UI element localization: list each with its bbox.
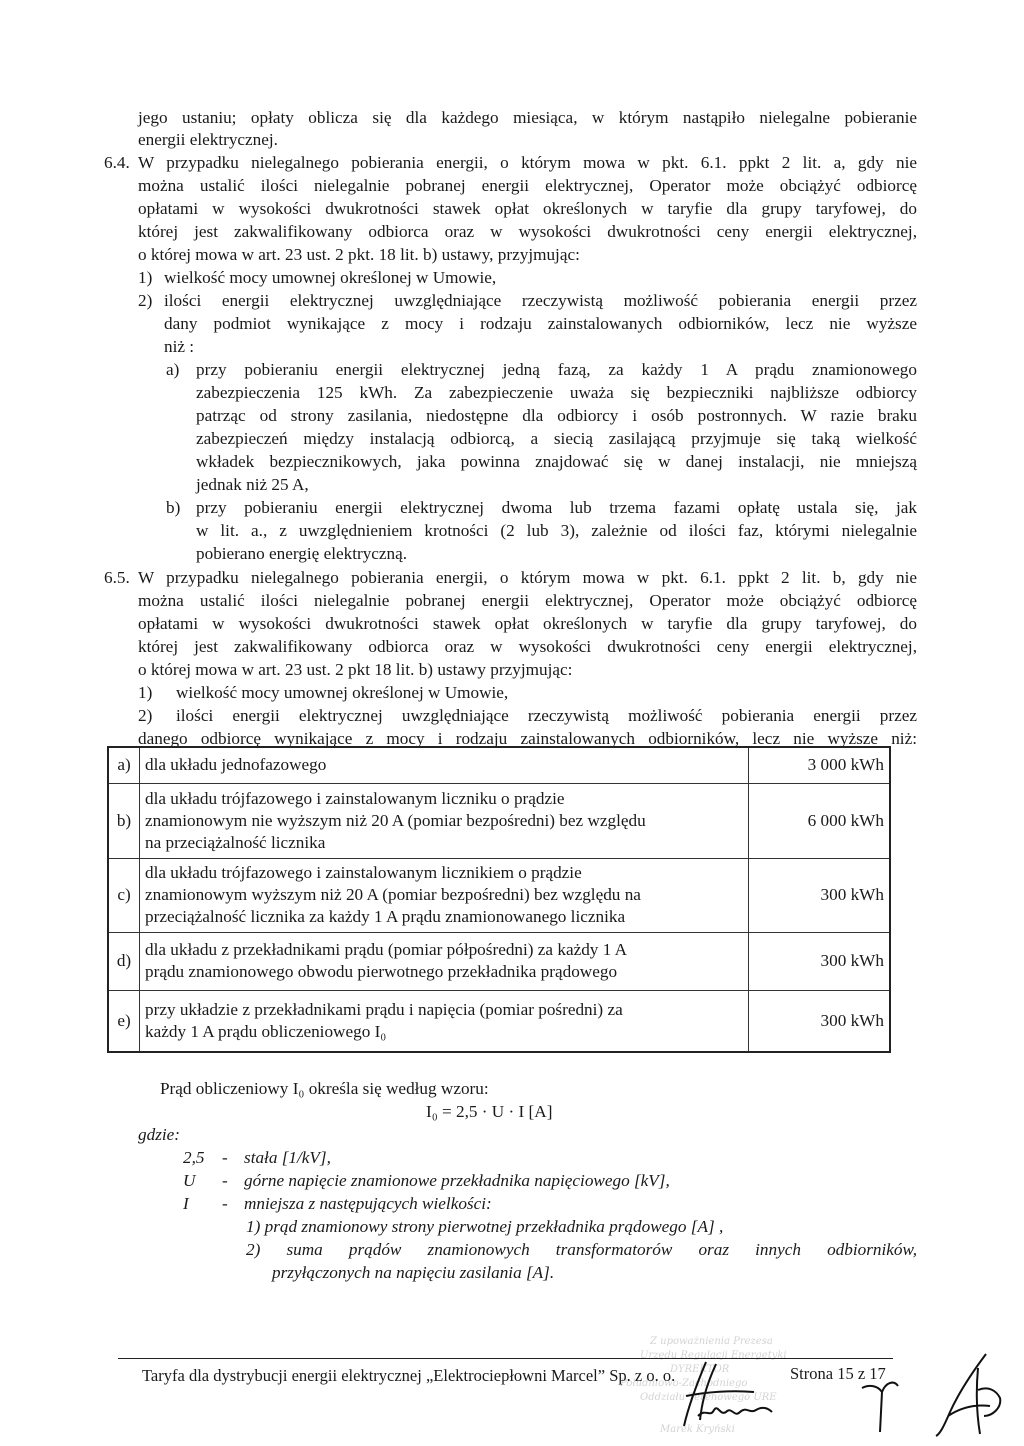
- row-value: 300 kWh: [749, 990, 891, 1052]
- formula-where: gdzie:: [138, 1125, 181, 1144]
- def-symbol: U: [183, 1171, 196, 1190]
- tariff-table: [107, 746, 891, 1053]
- section-number-6-5: 6.5.: [104, 568, 130, 587]
- row-letter: c): [108, 858, 140, 932]
- p64-item-number: 2): [138, 291, 153, 310]
- p64-line: opłatami w wysokości dwukrotności stawek opłat określonych w taryfie dla grupy taryfowej, do: [138, 199, 917, 218]
- p65-item-number: 2): [138, 706, 153, 725]
- svg-text:Z upoważnienia Prezesa: Z upoważnienia Prezesa: [650, 1336, 773, 1347]
- section-number-6-4: 6.4.: [104, 153, 130, 172]
- initials-signature: [856, 1376, 904, 1436]
- svg-text:Marek Kryński: Marek Kryński: [660, 1424, 735, 1435]
- p64-sub-a-line: zabezpieczeń między instalacją odbiorcą, a siecią zasilającą przyjmuje się taką wielkość: [196, 429, 917, 448]
- def-symbol: 2,5: [183, 1148, 205, 1167]
- row-letter: b): [108, 783, 140, 858]
- p65-line: opłatami w wysokości dwukrotności stawek opłat określonych w taryfie dla grupy taryfowej, do: [138, 614, 917, 633]
- table-row: [108, 858, 890, 932]
- p64-line: której jest zakwalifikowany odbiorca oraz w wysokości dwukrotności ceny energii elektrycznej,: [138, 222, 917, 241]
- row-description: dla układu trójfazowego i zainstalowanym licznikiem o prądzie znamionowym wyższym niż 20 A (pomiar bezpośredni) bez względu na przeciążalność licznika za każdy 1 A prądu znamionowanego licznika: [140, 858, 749, 932]
- p64-line: o której mowa w art. 23 ust. 2 pkt. 18 lit. b) ustawy, przyjmując:: [138, 245, 580, 264]
- p64-line: W przypadku nielegalnego pobierania energii, o którym mowa w pkt. 6.1. ppkt 2 lit. a, gdy nie: [138, 153, 917, 172]
- signature-2: [930, 1350, 1010, 1440]
- page-number: Strona 15 z 17: [790, 1364, 886, 1383]
- p64-item-1: wielkość mocy umownej określonej w Umowie,: [164, 268, 497, 287]
- p65-line: można ustalić ilości nielegalnie pobranej energii elektrycznej, Operator może obciążyć odbiorcę: [138, 591, 917, 610]
- intro-line: jego ustaniu; opłaty oblicza się dla każdego miesiąca, w którym nastąpiło nielegalne pobieranie: [138, 108, 917, 127]
- row-letter: d): [108, 932, 140, 990]
- table-row: [108, 747, 890, 783]
- row-letter: a): [108, 747, 140, 783]
- p64-item-number: 1): [138, 268, 153, 287]
- row-letter: e): [108, 990, 140, 1052]
- p65-line: o której mowa w art. 23 ust. 2 pkt 18 lit. b) ustawy przyjmując:: [138, 660, 573, 679]
- row-value: 6 000 kWh: [749, 783, 891, 858]
- p64-line: można ustalić ilości nielegalnie pobranej energii elektrycznej, Operator może obciążyć odbiorcę: [138, 176, 917, 195]
- p65-line: której jest zakwalifikowany odbiorca oraz w wysokości dwukrotności ceny energii elektrycznej,: [138, 637, 917, 656]
- p64-sub-a-label: a): [166, 360, 180, 379]
- def-dash: -: [222, 1171, 228, 1190]
- svg-text:Urzędu Regulacji Energetyki: Urzędu Regulacji Energetyki: [640, 1350, 787, 1361]
- p65-item-1: wielkość mocy umownej określonej w Umowie,: [176, 683, 509, 702]
- formula-equation: I₀ = 2,5 · U · I [A]: [426, 1102, 553, 1121]
- p65-item-2-line: danego odbiorcę wynikające z mocy i rodzaju zainstalowanych odbiorników, lecz nie wyższe niż:: [138, 729, 917, 748]
- p64-item-2-line: niż :: [164, 337, 195, 356]
- formula-sub-2-line: przyłączonych na napięciu zasilania [A].: [272, 1263, 555, 1282]
- row-value: 300 kWh: [749, 858, 891, 932]
- row-description: dla układu z przekładnikami prądu (pomiar półpośredni) za każdy 1 A prądu znamionowego obwodu pierwotnego przekładnika prądowego: [140, 932, 749, 990]
- p64-sub-a-line: zabezpieczenia 125 kWh. Za zabezpieczenie uważa się bezpieczniki najbliższe odbiorcy: [196, 383, 917, 402]
- formula-intro: Prąd obliczeniowy I₀ określa się według wzoru:: [160, 1079, 489, 1098]
- formula-sub-2-line: 2) suma prądów znamionowych transformatorów oraz innych odbiorników,: [246, 1240, 917, 1259]
- p64-sub-b-label: b): [166, 498, 181, 517]
- p64-sub-a-line: przy pobieraniu energii elektrycznej jedną fazą, za każdy 1 A prądu znamionowego: [196, 360, 917, 379]
- def-text: mniejsza z następujących wielkości:: [244, 1194, 492, 1213]
- row-description: przy układzie z przekładnikami prądu i napięcia (pomiar pośredni) za każdy 1 A prądu obliczeniowego I₀: [140, 990, 749, 1052]
- footer-title: Taryfa dla dystrybucji energii elektrycznej „Elektrociepłowni Marcel” Sp. z o. o.: [142, 1366, 676, 1385]
- def-text: górne napięcie znamionowe przekładnika napięciowego [kV],: [244, 1171, 670, 1190]
- p65-line: W przypadku nielegalnego pobierania energii, o którym mowa w pkt. 6.1. ppkt 2 lit. b, gdy nie: [138, 568, 917, 587]
- p65-item-2-line: ilości energii elektrycznej uwzględniające rzeczywistą możliwość pobierania energii przez: [176, 706, 917, 725]
- svg-text:Oddziału Terenowego URE: Oddziału Terenowego URE: [640, 1392, 777, 1403]
- p64-sub-b-line: w lit. a., z uwzględnieniem krotności (2 lub 3), zależnie od ilości faz, którymi nielegalnie: [196, 521, 917, 540]
- p64-sub-a-line: jednak niż 25 A,: [196, 475, 309, 494]
- def-symbol: I: [183, 1194, 189, 1213]
- p64-sub-a-line: patrząc od strony zasilania, niedostępne dla odbiorcy i osób postronnych. W razie braku: [196, 406, 917, 425]
- signature-1: [676, 1356, 786, 1430]
- p64-item-2-line: ilości energii elektrycznej uwzględniające rzeczywistą możliwość pobierania energii przez: [164, 291, 917, 310]
- intro-line: energii elektrycznej.: [138, 130, 278, 149]
- svg-text:DYREKTOR: DYREKTOR: [670, 1364, 730, 1375]
- p64-sub-b-line: pobierano energię elektryczną.: [196, 544, 408, 563]
- def-dash: -: [222, 1148, 228, 1167]
- p64-sub-b-line: przy pobieraniu energii elektrycznej dwoma lub trzema fazami opłatę ustala się, jak: [196, 498, 917, 517]
- row-value: 300 kWh: [749, 932, 891, 990]
- formula-sub-1: 1) prąd znamionowy strony pierwotnej przekładnika prądowego [A] ,: [246, 1217, 724, 1236]
- def-dash: -: [222, 1194, 228, 1213]
- row-description: dla układu trójfazowego i zainstalowanym liczniku o prądzie znamionowym nie wyższym niż 20 A (pomiar bezpośredni) bez względu na przeciążalność licznika: [140, 783, 749, 858]
- table-row: [108, 990, 890, 1052]
- p64-item-2-line: dany podmiot wynikające z mocy i rodzaju zainstalowanych odbiorników, lecz nie wyższe: [164, 314, 917, 333]
- def-text: stała [1/kV],: [244, 1148, 331, 1167]
- row-value: 3 000 kWh: [749, 747, 891, 783]
- row-description: dla układu jednofazowego: [140, 747, 749, 783]
- svg-text:Południowo-Zachodniego: Południowo-Zachodniego: [620, 1378, 748, 1389]
- p64-sub-a-line: wkładek bezpiecznikowych, jaka powinna znajdować się w danej instalacji, nie mniejszą: [196, 452, 917, 471]
- p65-item-number: 1): [138, 683, 153, 702]
- table-row: [108, 783, 890, 858]
- table-row: [108, 932, 890, 990]
